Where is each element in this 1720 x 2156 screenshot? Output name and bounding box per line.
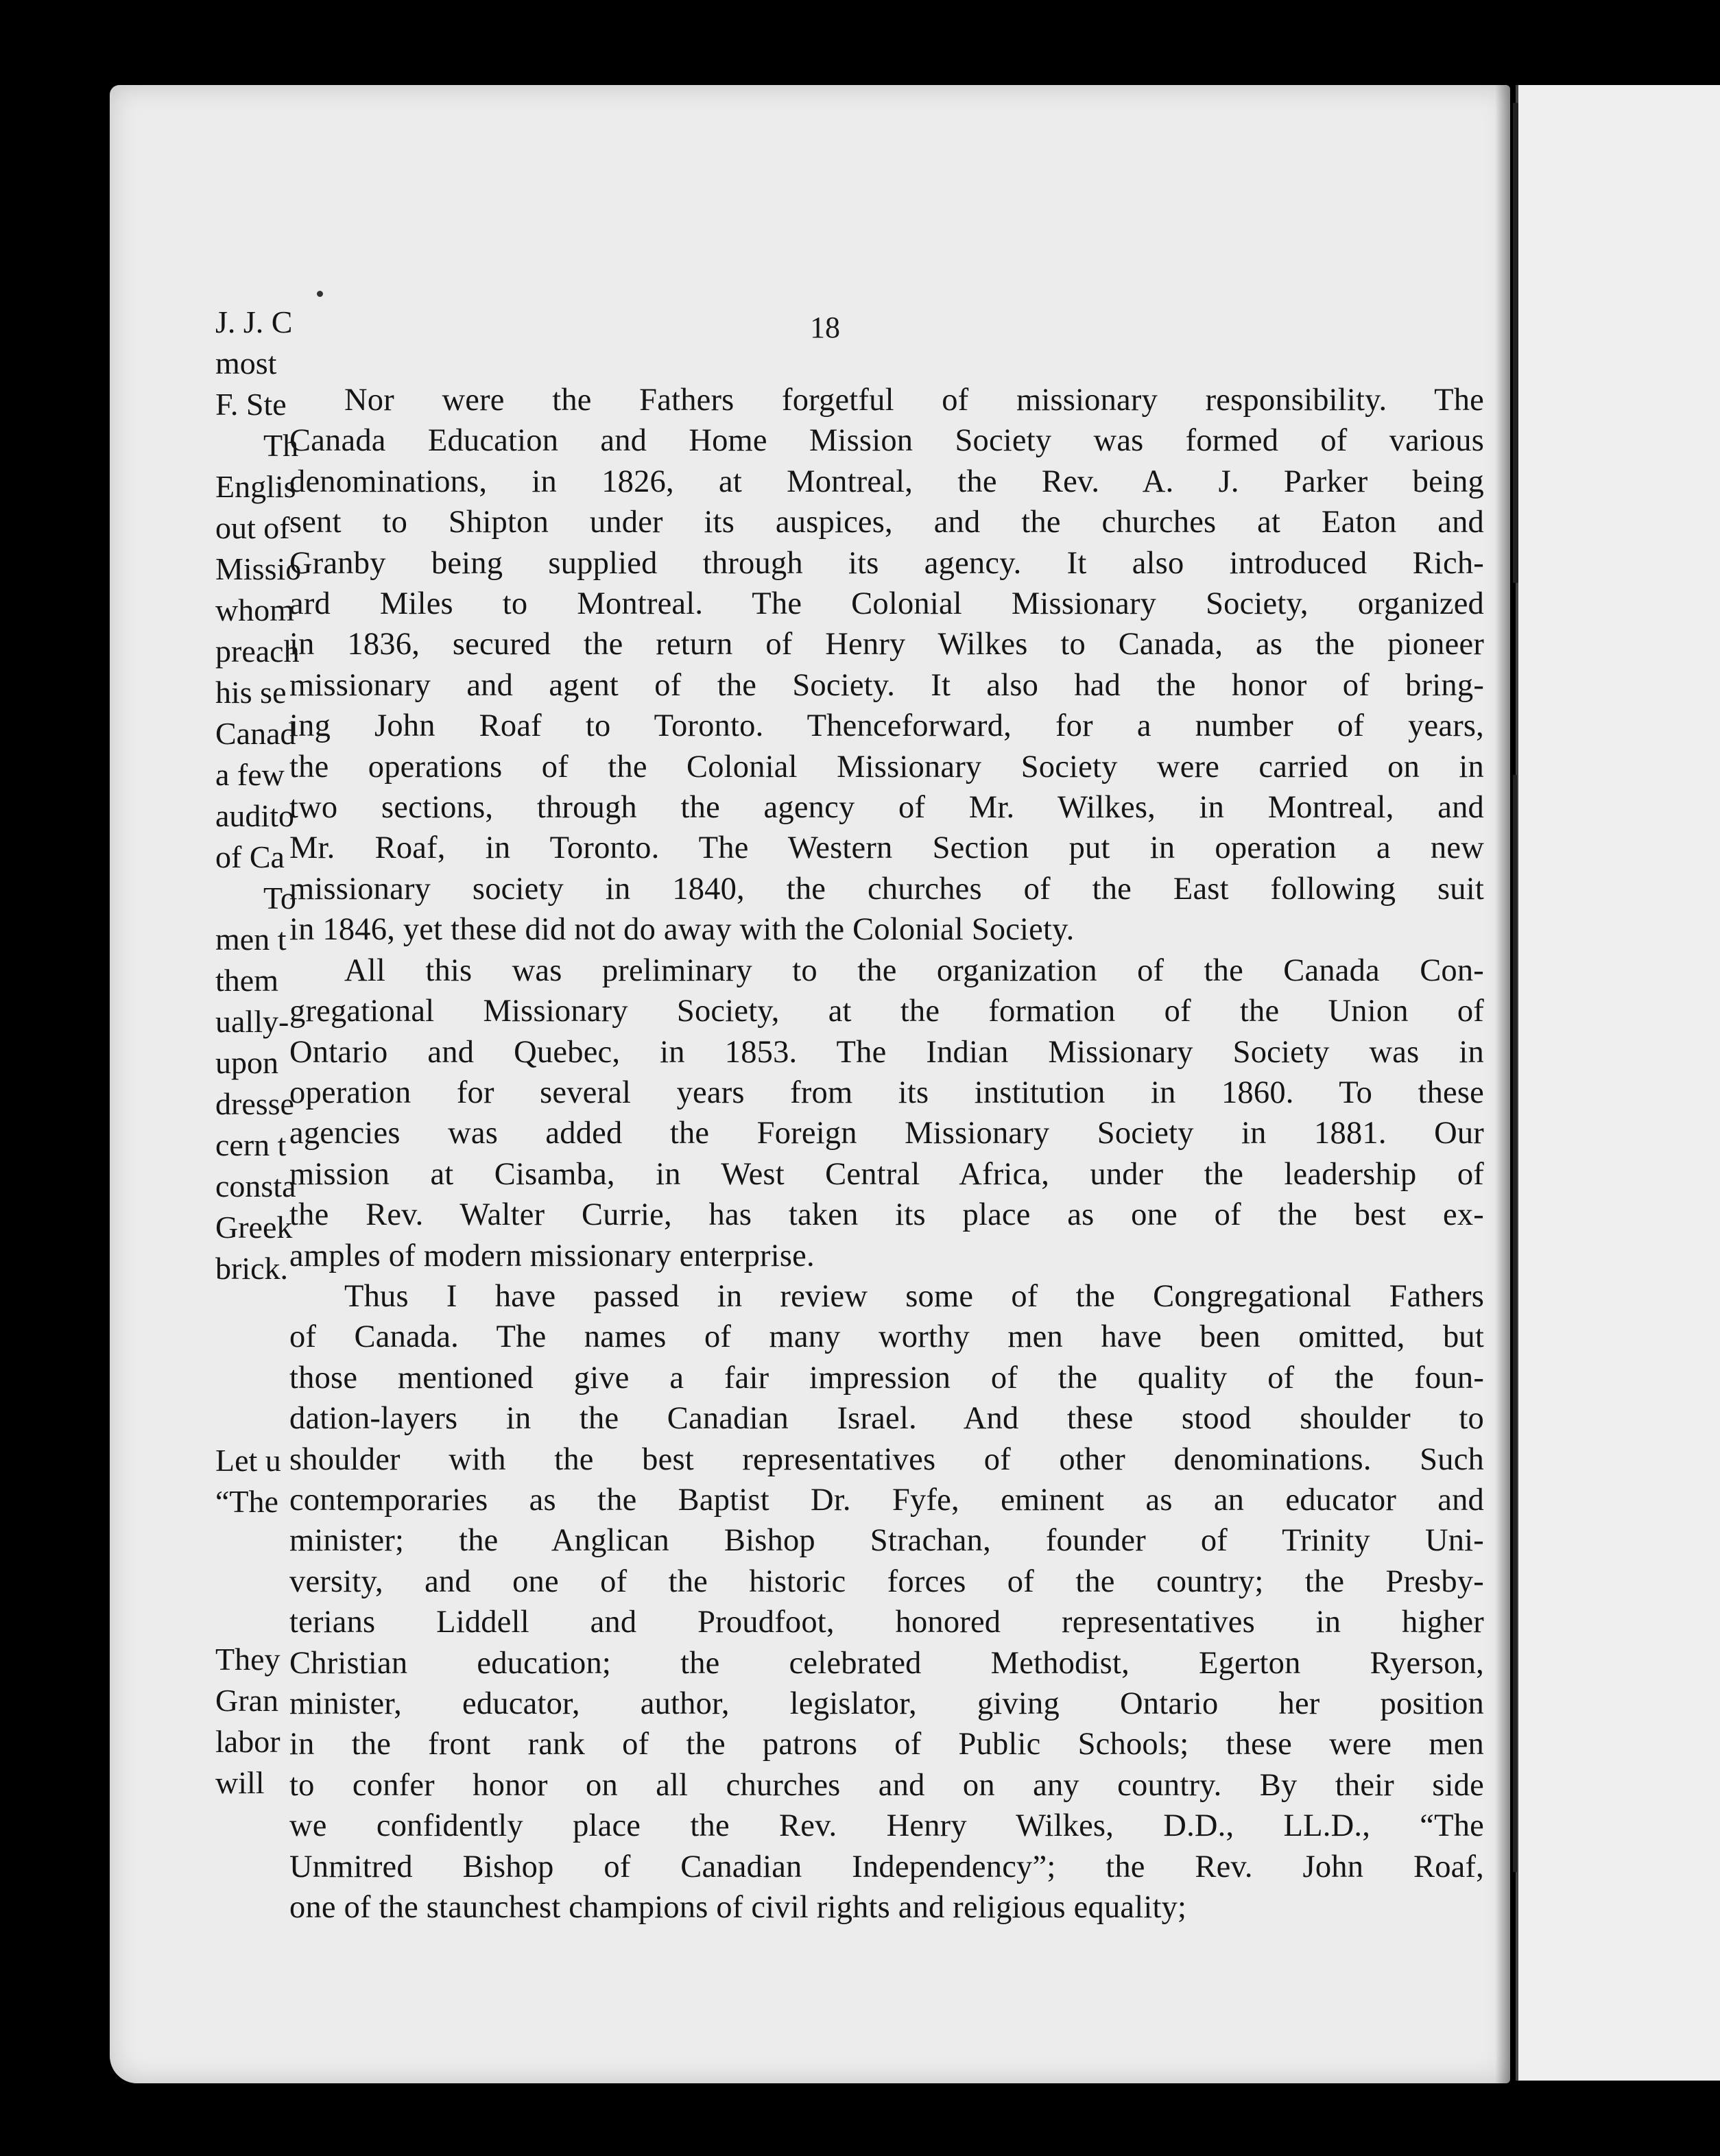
text-line: agencies was added the Foreign Missionary Society in 1881. Our	[289, 1116, 1484, 1151]
text-line: minister, educator, author, legislator, giving Ontario her position	[289, 1686, 1484, 1721]
text-line: Ontario and Quebec, in 1853. The Indian Missionary Society was in	[289, 1034, 1484, 1070]
facing-page-text-fragment: Englis	[215, 469, 296, 504]
facing-page-text-fragment: consta	[215, 1169, 296, 1203]
facing-page-text-fragment: “The	[215, 1484, 278, 1519]
text-line: Christian education; the celebrated Methodist, Egerton Ryerson,	[289, 1645, 1484, 1681]
text-line: All this was preliminary to the organization of the Canada Con-	[344, 953, 1484, 988]
facing-page-text-fragment: audito	[215, 798, 294, 833]
text-line: missionary and agent of the Society. It also had the honor of bring-	[289, 667, 1484, 703]
text-line: we confidently place the Rev. Henry Wilkes, D.D., LL.D., “The	[289, 1808, 1484, 1844]
text-line: missionary society in 1840, the churches of the East following suit	[289, 871, 1484, 907]
text-line: ing John Roaf to Toronto. Thenceforward, for a number of years,	[289, 708, 1484, 744]
gutter-shadow-lower	[1513, 775, 1517, 1872]
text-line: minister; the Anglican Bishop Strachan, founder of Trinity Uni-	[289, 1523, 1484, 1559]
text-line: operation for several years from its institution in 1860. To these	[289, 1075, 1484, 1110]
facing-page-text-fragment: cern t	[215, 1127, 287, 1162]
facing-page-text-fragment: will	[215, 1765, 265, 1800]
facing-page-text-fragment: a few	[215, 757, 285, 792]
facing-page-text-fragment: Canad	[215, 716, 296, 751]
facing-page-text-fragment: Gran	[215, 1683, 278, 1718]
text-line: shoulder with the best representatives of other denominations. Such	[289, 1441, 1484, 1477]
text-line: gregational Missionary Society, at the formation of the Union of	[289, 994, 1484, 1029]
facing-page-text-fragment: men t	[215, 922, 287, 957]
facing-page-text-fragment: preach	[215, 634, 300, 669]
text-line: dation-layers in the Canadian Israel. And these stood shoulder to	[289, 1401, 1484, 1437]
facing-page-text-fragment: of Ca	[215, 839, 285, 874]
text-line: those mentioned give a fair impression of the quality of the foun-	[289, 1360, 1484, 1396]
paragraph-1	[289, 380, 1484, 950]
facing-page-text-fragment: To	[263, 881, 296, 915]
facing-page-text-fragment: Missio	[215, 551, 302, 586]
book-page-left	[110, 85, 1510, 2083]
facing-page-text-fragment: labor	[215, 1724, 280, 1759]
text-line: ard Miles to Montreal. The Colonial Missionary Society, organized	[289, 586, 1484, 622]
text-line: Thus I have passed in review some of the Congregational Fathers	[344, 1278, 1484, 1314]
text-line: the operations of the Colonial Missionary Society were carried on in	[289, 749, 1484, 784]
facing-page-text-fragment: brick.	[215, 1251, 289, 1286]
text-line: Granby being supplied through its agency. It also introduced Rich-	[289, 545, 1484, 581]
page-number: 18	[810, 311, 840, 344]
text-line: in 1846, yet these did not do away with the Colonial Society.	[289, 912, 1075, 948]
facing-page-text-fragment: them	[215, 963, 278, 998]
text-line: Canada Education and Home Mission Society was formed of various	[289, 423, 1484, 459]
facing-page-text-fragment: out of	[215, 510, 290, 545]
text-line: to confer honor on all churches and on any country. By their side	[289, 1767, 1484, 1803]
facing-page-text-fragment: They	[215, 1642, 280, 1677]
paragraph-3	[289, 1276, 1484, 1928]
text-line: in 1836, secured the return of Henry Wilkes to Canada, as the pioneer	[289, 627, 1484, 662]
text-line: one of the staunchest champions of civil rights and religious equality;	[289, 1890, 1187, 1926]
facing-page-text-fragment: Let u	[215, 1443, 281, 1478]
text-line: amples of modern missionary enterprise.	[289, 1238, 815, 1273]
text-line: mission at Cisamba, in West Central Africa, under the leadership of	[289, 1156, 1484, 1192]
text-line: Mr. Roaf, in Toronto. The Western Section put in operation a new	[289, 830, 1484, 866]
text-line: contemporaries as the Baptist Dr. Fyfe, eminent as an educator and	[289, 1482, 1484, 1518]
facing-page-text-fragment: Th	[263, 428, 299, 463]
facing-page-text-fragment: whom	[215, 592, 294, 627]
text-line: denominations, in 1826, at Montreal, the Rev. A. J. Parker being	[289, 464, 1484, 499]
facing-page-text-fragment: his se	[215, 675, 287, 710]
ink-dot	[317, 291, 323, 297]
gutter-shadow	[1513, 103, 1518, 583]
facing-page-text-fragment: dresse	[215, 1086, 294, 1121]
text-line: terians Liddell and Proudfoot, honored representatives in higher	[289, 1605, 1484, 1640]
text-line: two sections, through the agency of Mr. Wilkes, in Montreal, and	[289, 790, 1484, 826]
facing-page-text-fragment: most	[215, 346, 277, 381]
text-line: the Rev. Walter Currie, has taken its place as one of the best ex-	[289, 1197, 1484, 1233]
facing-page-text-fragment: Greek	[215, 1210, 293, 1245]
text-line: sent to Shipton under its auspices, and the churches at Eaton and	[289, 505, 1484, 540]
facing-page-text-fragment: J. J. C	[215, 304, 293, 339]
facing-page-text-fragment: F. Ste	[215, 387, 287, 422]
body-text	[289, 380, 1484, 1928]
text-line: Nor were the Fathers forgetful of missionary responsibility. The	[344, 383, 1484, 418]
text-line: Unmitred Bishop of Canadian Independency”; the Rev. John Roaf,	[289, 1849, 1484, 1884]
facing-page-text-fragment: upon	[215, 1045, 278, 1080]
facing-page-text-fragment: ually-	[215, 1004, 289, 1039]
text-line: of Canada. The names of many worthy men have been omitted, but	[289, 1319, 1484, 1355]
text-line: in the front rank of the patrons of Public Schools; these were men	[289, 1727, 1484, 1762]
text-line: versity, and one of the historic forces of the country; the Presby-	[289, 1564, 1484, 1599]
paragraph-2	[289, 950, 1484, 1276]
